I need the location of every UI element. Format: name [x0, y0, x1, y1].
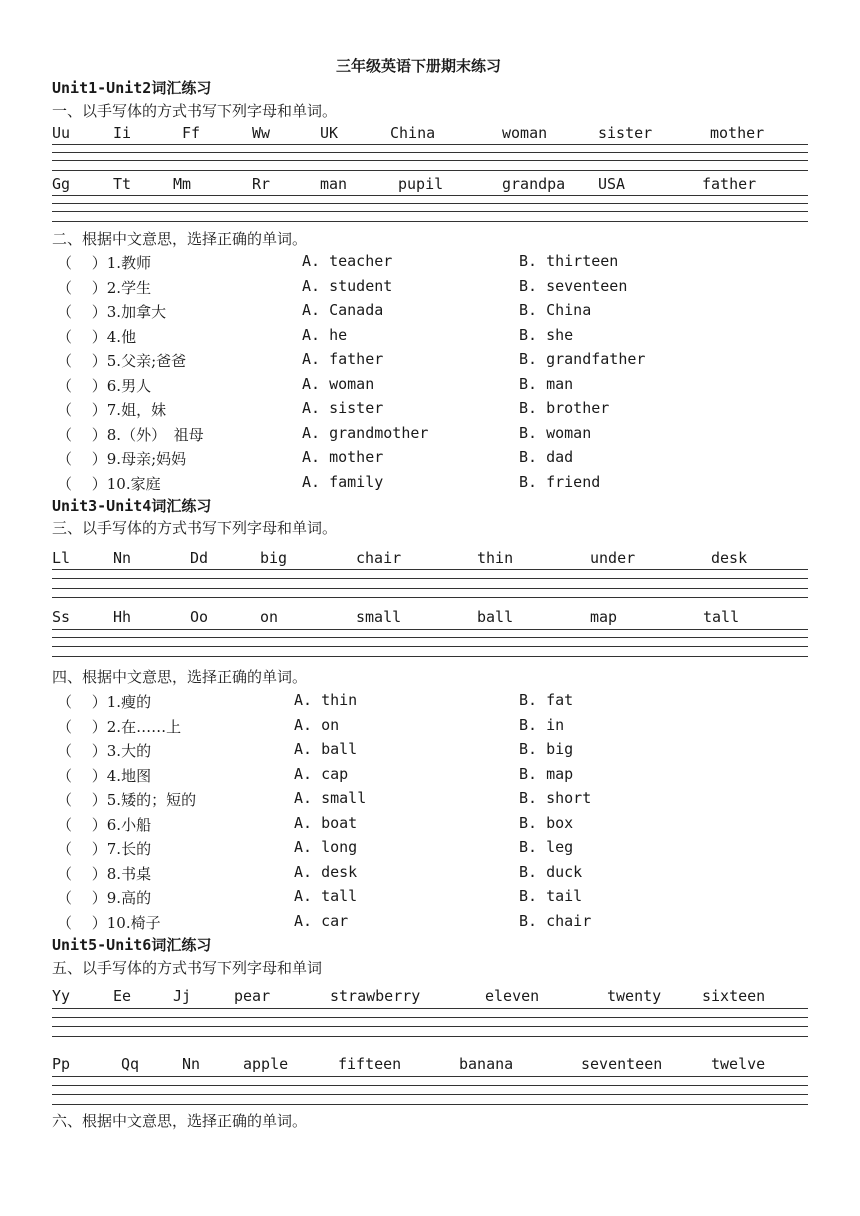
- word-item: Nn: [113, 549, 132, 567]
- option-b: B. leg: [519, 838, 574, 856]
- option-b: B. man: [519, 375, 574, 393]
- question-prompt: （ ）1.教师: [57, 254, 152, 272]
- option-a: A. sister: [302, 399, 384, 417]
- option-a: A. thin: [294, 691, 358, 709]
- option-a: A. ball: [294, 740, 358, 758]
- option-a: A. car: [294, 912, 349, 930]
- word-item: sister: [598, 124, 653, 142]
- option-b: B. map: [519, 765, 574, 783]
- option-a: A. on: [294, 716, 340, 734]
- instruction-4: 四、根据中文意思，选择正确的单词。: [52, 668, 308, 686]
- word-item: pupil: [398, 175, 444, 193]
- word-item: apple: [243, 1055, 289, 1073]
- section-heading-unit5-en: Unit5-Unit6: [52, 936, 152, 954]
- option-a: A. long: [294, 838, 358, 856]
- instruction-6: 六、根据中文意思，选择正确的单词。: [52, 1112, 308, 1130]
- option-a: A. desk: [294, 863, 358, 881]
- word-item: Tt: [113, 175, 132, 193]
- word-item: grandpa: [502, 175, 566, 193]
- question-prompt: （ ）10.家庭: [57, 475, 161, 493]
- word-item: Oo: [190, 608, 209, 626]
- word-item: Gg: [52, 175, 71, 193]
- question-prompt: （ ）7.姐，妹: [57, 401, 167, 419]
- section-heading-unit5-cn: 词汇练习: [151, 936, 212, 954]
- word-item: Rr: [252, 175, 271, 193]
- question-prompt: （ ）9.母亲;妈妈: [57, 450, 187, 468]
- page-title: 三年级英语下册期末练习: [336, 57, 502, 75]
- question-prompt: （ ）5.矮的；短的: [57, 791, 197, 809]
- word-item: fifteen: [338, 1055, 402, 1073]
- instruction-3: 三、以手写体的方式书写下列字母和单词。: [52, 519, 338, 537]
- word-item: Mm: [173, 175, 192, 193]
- question-prompt: （ ）6.男人: [57, 377, 152, 395]
- option-b: B. thirteen: [519, 252, 619, 270]
- question-prompt: （ ）3.大的: [57, 742, 152, 760]
- word-item: twelve: [711, 1055, 766, 1073]
- word-item: desk: [711, 549, 748, 567]
- word-item: woman: [502, 124, 548, 142]
- word-item: Hh: [113, 608, 132, 626]
- word-item: map: [590, 608, 618, 626]
- word-item: small: [356, 608, 402, 626]
- question-prompt: （ ）8.（外） 祖母: [57, 426, 204, 444]
- word-item: Ff: [182, 124, 201, 142]
- word-item: ball: [477, 608, 514, 626]
- option-b: B. brother: [519, 399, 610, 417]
- word-item: man: [320, 175, 348, 193]
- instruction-2: 二、根据中文意思，选择正确的单词。: [52, 230, 308, 248]
- question-prompt: （ ）6.小船: [57, 816, 152, 834]
- question-prompt: （ ）4.地图: [57, 767, 152, 785]
- word-item: big: [260, 549, 288, 567]
- option-a: A. family: [302, 473, 384, 491]
- option-b: B. short: [519, 789, 592, 807]
- option-a: A. grandmother: [302, 424, 429, 442]
- option-b: B. grandfather: [519, 350, 646, 368]
- word-item: Uu: [52, 124, 71, 142]
- word-item: seventeen: [581, 1055, 663, 1073]
- word-item: Ww: [252, 124, 271, 142]
- section-heading-unit1-en: Unit1-Unit2: [52, 79, 152, 97]
- word-item: Pp: [52, 1055, 71, 1073]
- option-a: A. he: [302, 326, 348, 344]
- option-a: A. woman: [302, 375, 375, 393]
- word-item: eleven: [485, 987, 540, 1005]
- option-b: B. big: [519, 740, 574, 758]
- option-b: B. chair: [519, 912, 592, 930]
- word-item: sixteen: [702, 987, 766, 1005]
- option-b: B. friend: [519, 473, 601, 491]
- word-item: Qq: [121, 1055, 140, 1073]
- word-item: Yy: [52, 987, 71, 1005]
- word-item: under: [590, 549, 636, 567]
- question-prompt: （ ）10.椅子: [57, 914, 161, 932]
- question-prompt: （ ）3.加拿大: [57, 303, 167, 321]
- word-item: USA: [598, 175, 626, 193]
- section-heading-unit3-cn: 词汇练习: [151, 497, 212, 515]
- option-b: B. seventeen: [519, 277, 628, 295]
- instruction-5: 五、以手写体的方式书写下列字母和单词: [52, 959, 323, 977]
- word-item: twenty: [607, 987, 662, 1005]
- question-prompt: （ ）9.高的: [57, 889, 152, 907]
- option-b: B. she: [519, 326, 574, 344]
- word-item: China: [390, 124, 436, 142]
- option-b: B. fat: [519, 691, 574, 709]
- option-a: A. student: [302, 277, 393, 295]
- question-prompt: （ ）7.长的: [57, 840, 152, 858]
- option-b: B. box: [519, 814, 574, 832]
- word-item: Nn: [182, 1055, 201, 1073]
- question-prompt: （ ）2.在……上: [57, 718, 182, 736]
- option-a: A. mother: [302, 448, 384, 466]
- word-item: Ii: [113, 124, 132, 142]
- instruction-1: 一、以手写体的方式书写下列字母和单词。: [52, 102, 338, 120]
- option-a: A. small: [294, 789, 367, 807]
- word-item: father: [702, 175, 757, 193]
- question-prompt: （ ）5.父亲;爸爸: [57, 352, 187, 370]
- word-item: pear: [234, 987, 271, 1005]
- question-prompt: （ ）4.他: [57, 328, 137, 346]
- section-heading-unit5: [52, 934, 211, 955]
- option-b: B. dad: [519, 448, 574, 466]
- word-item: Ss: [52, 608, 71, 626]
- option-b: B. in: [519, 716, 565, 734]
- word-item: strawberry: [330, 987, 421, 1005]
- option-a: A. tall: [294, 887, 358, 905]
- option-a: A. teacher: [302, 252, 393, 270]
- word-item: mother: [710, 124, 765, 142]
- word-item: banana: [459, 1055, 514, 1073]
- section-heading-unit3: [52, 495, 211, 516]
- word-item: Ll: [52, 549, 71, 567]
- option-b: B. woman: [519, 424, 592, 442]
- word-item: Ee: [113, 987, 132, 1005]
- question-prompt: （ ）2.学生: [57, 279, 152, 297]
- word-item: on: [260, 608, 279, 626]
- question-prompt: （ ）1.瘦的: [57, 693, 152, 711]
- section-heading-unit3-en: Unit3-Unit4: [52, 497, 152, 515]
- option-b: B. duck: [519, 863, 583, 881]
- option-a: A. boat: [294, 814, 358, 832]
- section-heading-unit1: [52, 77, 211, 98]
- word-item: Dd: [190, 549, 209, 567]
- word-item: tall: [703, 608, 740, 626]
- question-prompt: （ ）8.书桌: [57, 865, 152, 883]
- word-item: UK: [320, 124, 339, 142]
- option-b: B. tail: [519, 887, 583, 905]
- word-item: thin: [477, 549, 514, 567]
- option-a: A. Canada: [302, 301, 384, 319]
- option-a: A. father: [302, 350, 384, 368]
- section-heading-unit1-cn: 词汇练习: [151, 79, 212, 97]
- word-item: Jj: [173, 987, 192, 1005]
- option-a: A. cap: [294, 765, 349, 783]
- option-b: B. China: [519, 301, 592, 319]
- word-item: chair: [356, 549, 402, 567]
